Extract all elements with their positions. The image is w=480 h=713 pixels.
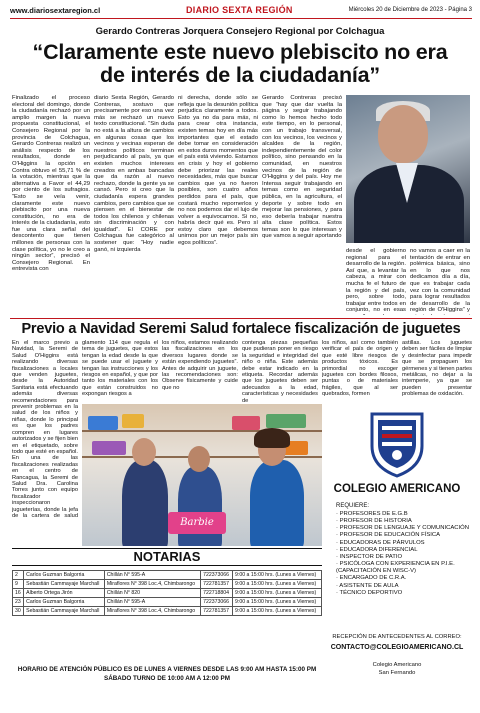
article1-kicker: Gerardo Contreras Jorquera Consejero Regional por Colchagua [95, 26, 385, 37]
notarias-title: NOTARIAS [12, 548, 322, 566]
article2-headline: Previo a Navidad Seremi Salud fortalece fiscalización de juguetes [21, 321, 461, 337]
school-crest-icon [368, 410, 426, 478]
article2-column-2: glamento 114 que regula el tema de juguetes, que estos tengan la edad desde la que se puede usar el juguete y tengan las instrucciones y los riesgos en español, y que por tanto los materiales con los que están construidos no expongan riesgos a [82, 340, 158, 398]
article1-column-6: no vamos a caer en la tentación de entrar en polémica básica, sino en lo que nos dedicamos día a día, que es trabajar cada vez con la comunidad para lograr resultados de desarrollo de la región de O'Higgins” y [410, 248, 470, 314]
table-cell: Alberto Ortega Jirón [24, 589, 105, 598]
list-item: · TÉCNICO DEPORTIVO [336, 589, 403, 596]
table-cell: 722373066 [201, 598, 233, 607]
table-cell: Carlos Guzman Balgorria [24, 598, 105, 607]
issue-date: Miércoles 20 de Diciembre de 2023 - Página 3 [348, 7, 472, 13]
article2-column-5: los niños, así como también verificar el país de origen y que esté libre riesgos de productos tóxicos. Es primordial no escoger juguetes con bordes filosos, puntas o de materiales frágiles, que al ser quebrados, formen [322, 340, 398, 398]
table-cell: 9:00 a 15:00 hrs. (Lunes a Viernes) [233, 607, 322, 616]
list-item: · PROFESOR DE EDUCACIÓN FÍSICA [336, 532, 441, 539]
site-url[interactable]: www.diariosextaregion.cl [10, 6, 101, 15]
reception-label: RECEPCIÓN DE ANTECEDENTES AL CORREO: [332, 634, 462, 640]
ad-signature-name: Colegio Americano [372, 662, 422, 668]
colegio-americano-ad [322, 406, 472, 708]
table-row [13, 589, 322, 598]
table-row [13, 607, 322, 616]
job-list [336, 511, 470, 597]
table-cell: Chillán N° 595-A [104, 571, 200, 580]
table-cell: 9 [13, 580, 24, 589]
notarias-saturday-hours: SÁBADO TURNO DE 10:00 AM A 12:00 PM [104, 675, 230, 682]
table-row [13, 580, 322, 589]
table-cell: Sebastián Cammayaje Marchall [24, 607, 105, 616]
article2-column-6: astillas. Los juguetes deben ser fáciles de limpiar y desinfectar para impedir que se propaguen los gérmenes y si tienen partes metálicas, no dejar a la intemperie, ya que se pueden presentar problemas de oxidación. [402, 340, 472, 398]
list-item: · ASISTENTE DE AULA [336, 582, 399, 589]
article1-column-3: ni derecha, donde sólo se refleja que la desunión política perjudica claramente a todos. Esto ya no da para más, ni para crear otra instancia, existen temas hoy en día más importantes que el estado debe tomar en consideración en estos duros momentos que el país está viviendo. Estamos en crisis y hoy el gobierno debe priorizar las reales necesidades, más que buscar cambios que ya no fueron posibles, son cuatro años perdidos para el país, que costará mucho repornerlos y no nos podemos dar el lujo de volver a equivocarnos. Si no, habría decir qué es. Pero sí estoy claro que debemos unirnos por un mejor país sin egos políticos”. [178, 95, 258, 247]
list-item: · ENCARGADO DE C.R.A. [336, 575, 407, 582]
newspaper-name: DIARIO SEXTA REGIÓN [186, 5, 293, 15]
table-cell: 9:00 a 15:00 hrs. (Lunes a Viernes) [233, 571, 322, 580]
table-cell: 30 [13, 607, 24, 616]
table-cell: Carlos Guzman Balgorria [24, 571, 105, 580]
list-item: · EDUCADORAS DE PÁRVULOS [336, 539, 425, 546]
notarias-table [12, 570, 322, 616]
section-divider [10, 318, 472, 319]
table-cell: Sebastián Cammayaje Marchall [24, 580, 105, 589]
article1-column-2: diario Sexta Región, Gerardo Contreras, sostuvo que precisamente por eso una vez más se rechazó un nuevo texto constitucional. “Sin duda no está a la altura de cambios en algunas cosas que los vecinos y vecinas esperan de nuestros políticos terminan perjudicando al país, ya que existen muchos intereses creados en ambas bancadas que da razón al nuevo rechazo, donde la gente ya se cansó. Pero si creo que la ciudadanía espera grandes cambios, pero cambios que se piensen en el bienestar de todos los chilenos y chilenas sin discriminación y con igualdad”. El CORE por Colchagua fue categórico al sostener que: “Hoy nadie ganó, ni izquierda [94, 95, 174, 253]
article1-headline: “Claramente este nuevo plebiscito no era de interés de la ciudadanía” [32, 40, 448, 87]
list-item: · INSPECTOR DE PATIO [336, 553, 403, 560]
table-cell: Chillán N° 595-A [104, 598, 200, 607]
table-cell: Miraflores N° 398 Loc.4, Chimbarongo [104, 580, 200, 589]
list-item: · PROFESORES DE E.G.B [336, 511, 408, 517]
table-cell: Miraflores N° 398 Loc.4, Chimbarongo [104, 607, 200, 616]
table-row [13, 571, 322, 580]
notarias-box [12, 548, 322, 695]
ad-signature-city: San Fernando [378, 670, 416, 676]
table-cell: 2 [13, 571, 24, 580]
table-cell: 23 [13, 598, 24, 607]
table-cell: 16 [13, 589, 24, 598]
table-cell: 722373066 [201, 571, 233, 580]
table-cell: 9:00 a 15:00 hrs. (Lunes a Viernes) [233, 589, 322, 598]
school-name: COLEGIO AMERICANO [333, 483, 461, 495]
article2-column-1: En el marco previo a Navidad, la Seremi de Salud O'Higgins está realizando diversas fiscalizaciones a locales que venden juguetes, desde la Autoridad Sanitaria está efectuando además diversas recomendaciones para prevenir problemas en la salud de los niños y niñas, donde lo principal es que los padres compren en lugares autorizados y se fijen bien en el etiquetado, sobre todo que esté en español. En una de las fiscalizaciones realizadas en el centro de Rancagua, la Seremi de Salud Dra. Carolina Torres junto con equipo fiscalizador inspeccionaron jugueterías, donde la jefa de la cartera de salud [12, 340, 78, 518]
list-item: · PROFESOR DE HISTORIA [336, 518, 412, 525]
article2-column-3: los niños, estamos realizando las fiscalizaciones en los diversos lugares donde se están expendiendo juguetes”. Antes de adquirir un juguete, las recomendaciones son: Observe físicamente y cuide que no [162, 340, 238, 391]
table-cell: 722781357 [201, 580, 233, 589]
article2-column-4: contenga piezas pequeñas que pudieran poner en riesgo la seguridad e integridad del niño o niña. Este además debe estar indicado en la etiqueta. Recordar además que los juguetes deben ser adecuados a la edad, características y necesidades de [242, 340, 318, 402]
table-cell: 722718804 [201, 589, 233, 598]
table-row [13, 598, 322, 607]
table-cell: 9:00 a 15:00 hrs. (Lunes a Viernes) [233, 580, 322, 589]
requires-label: REQUIERE: [336, 503, 370, 509]
table-cell: Chillán N° 820 [104, 589, 200, 598]
notarias-hours: HORARIO DE ATENCIÓN PÚBLICO ES DE LUNES A VIERNES DESDE LAS 9:00 AM HASTA 15:00 PM [17, 666, 317, 673]
list-item: · EDUCADORA DIFERENCIAL [336, 546, 418, 553]
list-item: · PROFESOR DE LENGUAJE Y COMUNICACIÓN [336, 525, 469, 532]
list-item: · PSICÓLOGA CON EXPERIENCIA EN P.I.E. (CAPACITACIÓN EN WISC-V) [336, 561, 455, 575]
article1-column-4: Gerardo Contreras precisó que “hay que dar vuelta la página y seguir trabajando como lo hemos hecho todo este tiempo, en lo personal, con un trabajo transversal, con los vecinos, los vecinos y alcaldes de la región, independientemente del color político, sino pensando en la comunidad, en nuestros vecinos de la región de O'Higgins y del país. Hoy me Intensa seguir trabajando en temas como en seguridad pública, en la agricultura, el deporte y sobre todo en mejorar las pensiones, y para eso debería trabajar nuestra alta clase política. Estos temas son lo que interesan y que vamos a seguir aportando [262, 95, 342, 240]
table-cell: 9:00 a 15:00 hrs. (Lunes a Viernes) [233, 598, 322, 607]
table-cell: 722781357 [201, 607, 233, 616]
article1-column-1: Finalizado el proceso electoral del domingo, donde la ciudadanía rechazó por un amplio margen la nueva propuesta constitucional, el Consejero Regional por la provincia de Colchagua, Gerardo Contreras realizó un análisis respecto de los resultados, donde en O'Higgins la opción en Contra obtuvo el 55,71 % de la votación, mientras que la alternativa a Favor el 44,29 por ciento de los sufragios. “Esto se veía venir, claramente este nuevo plebiscito por una nueva constitución, no era de interés de la ciudadanía, esto fue una clara señal del descontento que tienen millones de personas con la clase política, yo no le creo a ningún sector”, precisó el Consejero Regional. En entrevista con [12, 95, 90, 273]
contact-email[interactable]: CONTACTO@COLEGIOAMERICANO.CL [330, 644, 464, 651]
toy-store-photo [82, 404, 322, 546]
portrait-photo [346, 95, 470, 243]
barbie-box: Barbie [168, 512, 226, 534]
page-header [10, 6, 472, 19]
article1-column-5: desde el gobierno regional para el desarrollo de la región. Así que, a levantar la cabeza, a mirar con mucha fe el futuro de la región y del país, pero, sobre todo, trabajar entre todos en conjunto, no en esas [346, 248, 406, 314]
